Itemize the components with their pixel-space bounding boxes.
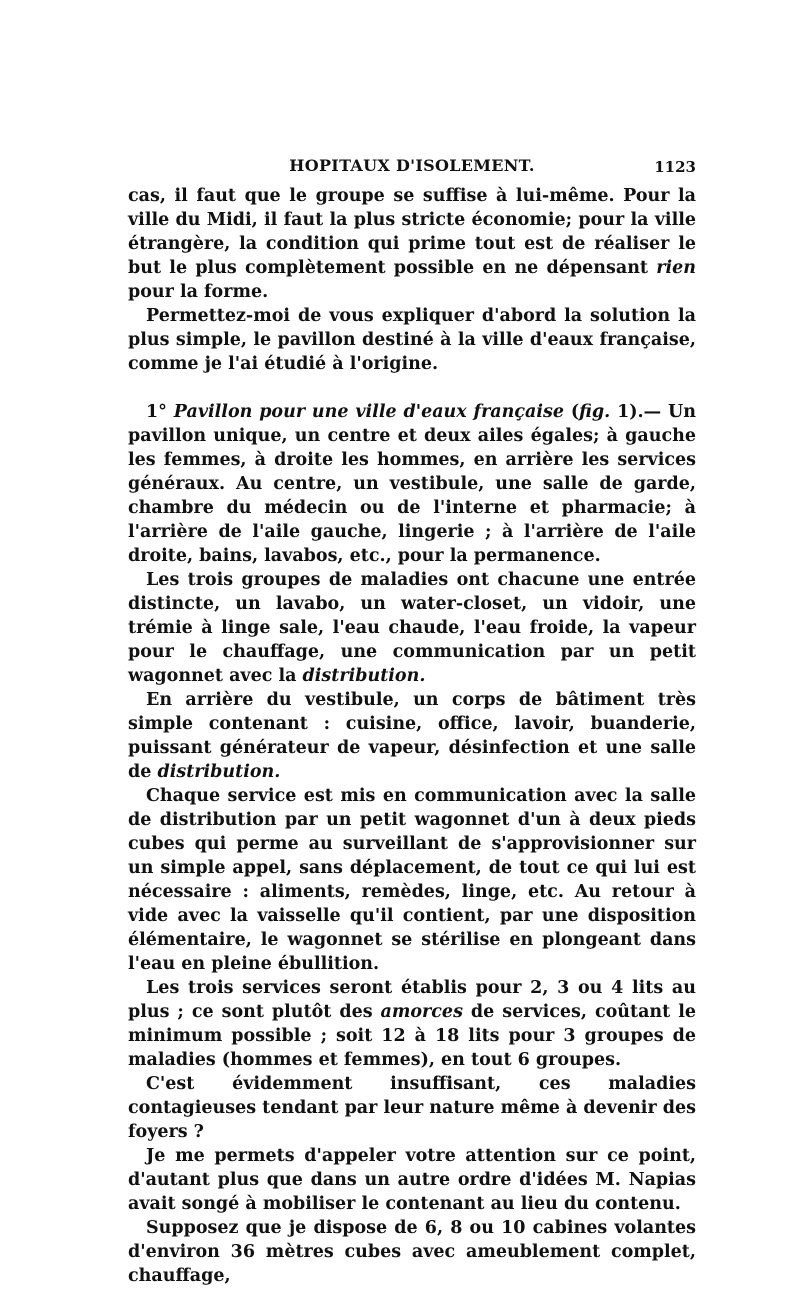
figure-ref-open: (: [564, 402, 580, 422]
paragraph-7-text: Les trois services seront établis pour 2, 3 ou 4 lits au plus ; ce sont plutôt des: [128, 978, 696, 1022]
section-paragraph: [128, 400, 696, 568]
italic-distribution-1: distribution.: [302, 666, 426, 686]
italic-distribution-2: distribution.: [157, 762, 281, 782]
paragraph-6: Chaque service est mis en communication avec la salle de distribution par un petit wagonnet d'un à deux pieds cubes qui perme au surveillant de s'approvisionner sur un simple appel, sans déplacement, de tout ce qui lui est nécessaire : aliments, remèdes, linge, etc. Au retour à vide avec la vaisselle qu'il contient, par une disposition élémentaire, le wagonnet se stérilise en plongeant dans l'eau en pleine ébullition.: [128, 786, 696, 974]
paragraph-1-text: cas, il faut que le groupe se suffise à lui-même. Pour la ville du Midi, il faut la plus stricte économie; pour la ville étrangère, la condition qui prime tout est de réaliser le but le plus complètement possible en ne dépensant: [128, 186, 696, 278]
section-heading: Pavillon pour une ville d'eaux française: [173, 402, 565, 422]
page-number: 1123: [654, 158, 696, 176]
paragraph-2: Permettez-moi de vous expliquer d'abord la solution la plus simple, le pavillon destiné à la ville d'eaux française, comme je l'ai étudié à l'origine.: [128, 306, 696, 374]
paragraph-5-text: En arrière du vestibule, un corps de bâtiment très simple contenant : cuisine, office, lavoir, buanderie, puissant générateur de vapeur, désinfection et une salle de: [128, 690, 696, 782]
figure-ref-number: 1).: [610, 402, 644, 422]
italic-amorces: amorces: [380, 1002, 463, 1022]
section-text: — Un pavillon unique, un centre et deux ailes égales; à gauche les femmes, à droite les hommes, en arrière les services généraux. Au centre, un vestibule, une salle de garde, chambre du médecin ou de l'interne et pharmacie; à l'arrière de l'aile gauche, lingerie ; à l'arrière de l'aile droite, bains, lavabos, etc., pour la permanence.: [128, 402, 697, 566]
paragraph-5: [128, 688, 696, 784]
paragraph-8: C'est évidemment insuffisant, ces maladies contagieuses tendant par leur nature même à devenir des foyers ?: [128, 1074, 696, 1142]
body-text: [128, 184, 696, 1288]
running-title: HOPITAUX D'ISOLEMENT.: [289, 156, 535, 175]
paragraph-10: Supposez que je dispose de 6, 8 ou 10 cabines volantes d'environ 36 mètres cubes avec ameublement complet, chauffage,: [128, 1218, 696, 1286]
paragraph-1: [128, 184, 696, 304]
figure-ref-abbrev: fig.: [579, 402, 611, 422]
paragraph-9: Je me permets d'appeler votre attention sur ce point, d'autant plus que dans un autre ordre d'idées M. Napias avait songé à mobiliser le contenant au lieu du contenu.: [128, 1146, 696, 1214]
paragraph-4-text: Les trois groupes de maladies ont chacune une entrée distincte, un lavabo, un water-closet, un vidoir, une trémie à linge sale, l'eau chaude, l'eau froide, la vapeur pour le chauffage, une communication par un petit wagonnet avec la: [128, 570, 696, 686]
running-header: [128, 156, 696, 184]
paragraph-1-end: pour la forme.: [128, 282, 269, 302]
paragraph-4: [128, 568, 696, 688]
italic-rien: rien: [656, 258, 696, 278]
paragraph-7-end: de services, coûtant le minimum possible ; soit 12 à 18 lits pour 3 groupes de maladies (hommes et femmes), en tout 6 groupes.: [128, 1002, 696, 1070]
paragraph-7: [128, 976, 696, 1072]
section-number: 1°: [146, 402, 174, 422]
